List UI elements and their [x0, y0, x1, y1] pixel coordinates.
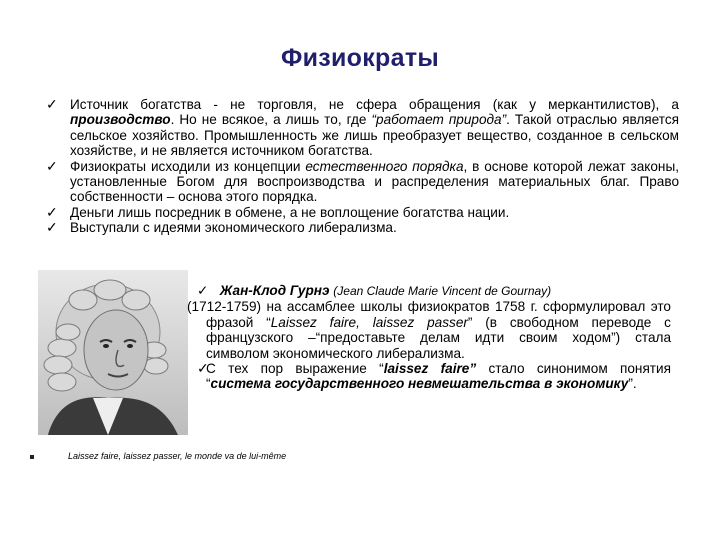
- emphasis-text: естественного порядка: [305, 158, 464, 174]
- bullet-wealth-source: [46, 97, 679, 159]
- checkmark-icon: ✓: [197, 283, 209, 298]
- portrait-image: [38, 270, 188, 435]
- emphasis-text: производство: [70, 112, 171, 128]
- gournay-bio: [187, 283, 671, 392]
- bullet-money: [46, 205, 679, 220]
- bio-text: ”.: [628, 376, 637, 392]
- bio-bullet: [187, 361, 671, 392]
- emphasis-text: система государственного невмешательства в экономику: [210, 376, 629, 392]
- emphasis-text: “работает природа”: [371, 112, 507, 128]
- bullet-text: Выступали с идеями экономического либерализма.: [70, 220, 397, 236]
- bio-heading: [187, 283, 671, 299]
- bio-text: ” (в свободном переводе с французского –“предоставьте делам идти своим ходом”) стала символом экономического либерализма.: [206, 314, 671, 361]
- emphasis-text: laissez faire”: [383, 361, 477, 377]
- bullet-text: . Такой отраслью является сельское хозяйство. Промышленность же лишь преобразует вещество, созданное в сельском хозяйстве, и не является источником богатства.: [70, 112, 679, 159]
- footnote: [30, 451, 286, 461]
- bullet-text: Деньги лишь посредник в обмене, а не воплощение богатства нации.: [70, 204, 510, 220]
- bullet-text: Физиократы исходили из концепции: [70, 158, 306, 174]
- footnote-text: Laissez faire, laissez passer, le monde va de lui-même: [68, 451, 287, 461]
- bio-paragraph: [187, 299, 671, 361]
- bullet-text: . Но не всякое, а лишь то, где: [170, 112, 372, 128]
- bullet-liberalism: [46, 220, 679, 235]
- bullet-dot-icon: [30, 455, 34, 459]
- bio-text: стало синонимом понятия “: [206, 361, 671, 392]
- slide-title: Физиократы: [280, 44, 440, 72]
- checkmark-icon: ✓: [46, 96, 58, 112]
- bullet-text: Источник богатства - не торговля, не сфера обращения (как у меркантилистов), а: [70, 97, 679, 112]
- person-name: Жан-Клод Гурнэ: [219, 283, 330, 298]
- bullet-natural-order: [46, 159, 679, 205]
- bullet-list: [46, 97, 679, 236]
- checkmark-icon: ✓: [46, 219, 58, 236]
- checkmark-icon: ✓: [46, 203, 58, 220]
- checkmark-icon: ✓: [46, 157, 58, 174]
- emphasis-text: Laissez faire, laissez passer: [270, 314, 468, 330]
- person-original-name: (Jean Claude Marie Vincent de Gournay): [333, 284, 552, 298]
- bio-text: (1712-1759) на ассамблее школы физиократов 1758 г. сформулировал это фразой “: [187, 299, 671, 330]
- bullet-text: , в основе которой лежат законы, установленные Богом для воспроизводства и распределения материальных благ. Право собственности – основа этого порядка.: [70, 158, 679, 205]
- bio-text: С тех пор выражение “: [206, 361, 384, 377]
- checkmark-icon: ✓: [197, 360, 209, 377]
